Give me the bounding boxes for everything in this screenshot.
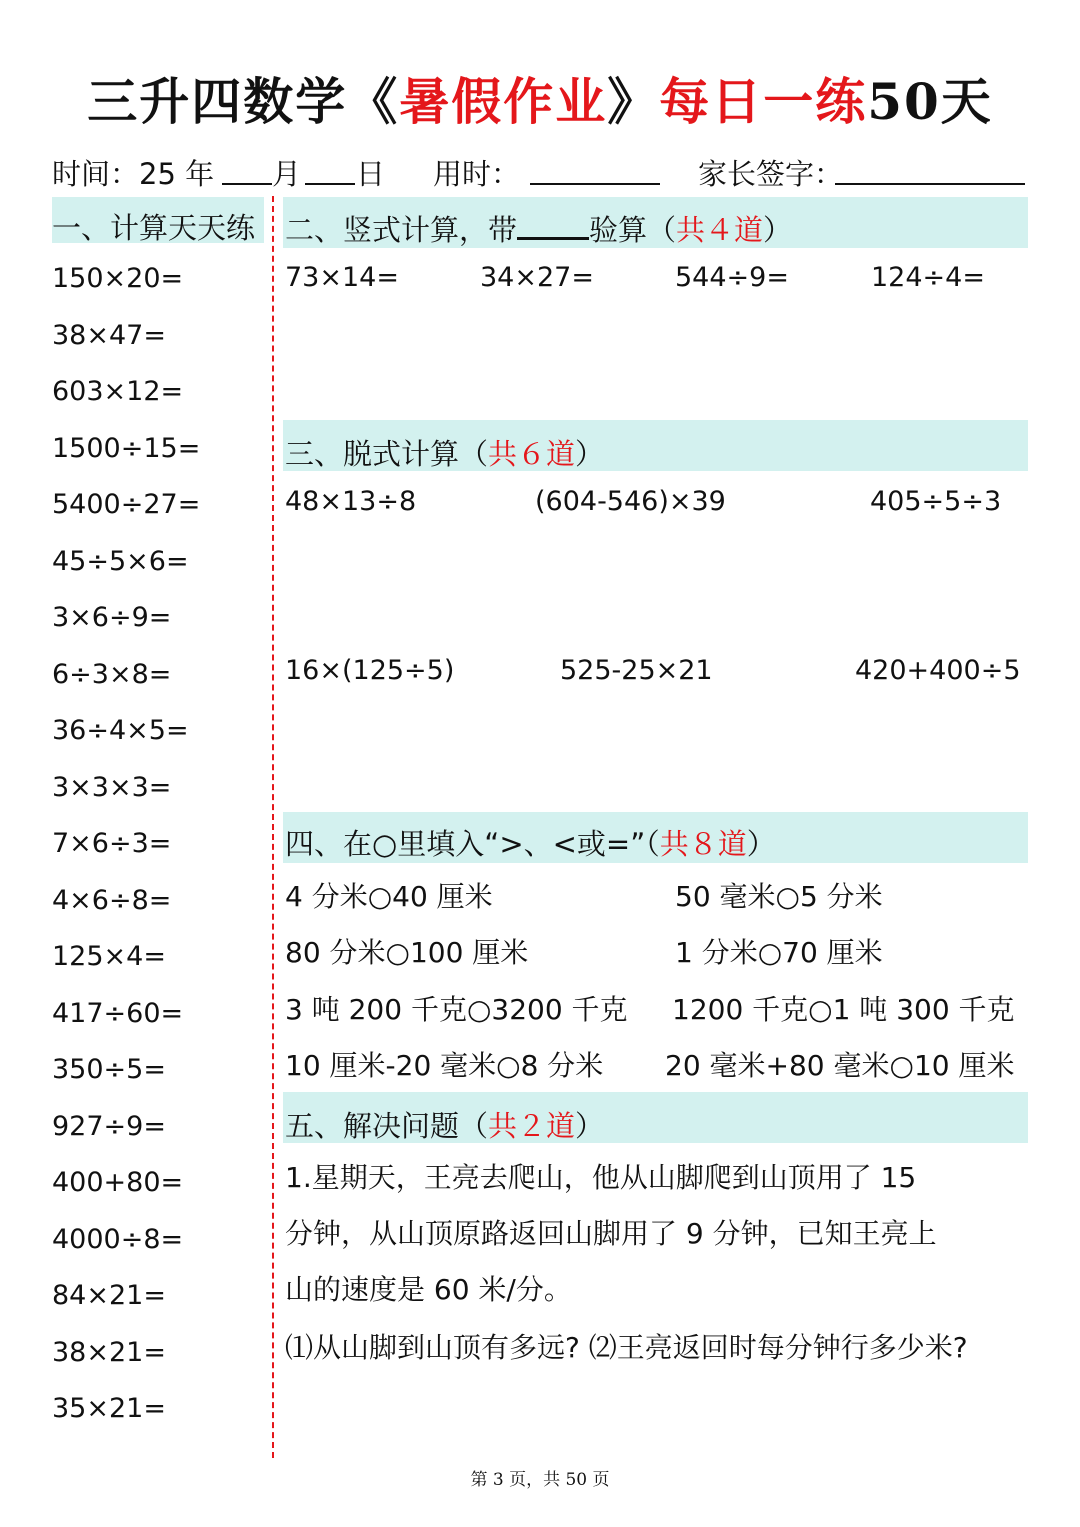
time-used-blank[interactable] xyxy=(530,183,660,185)
day-label: 日 xyxy=(356,157,386,191)
mental-calc-item: 3×6÷9= xyxy=(52,602,172,633)
compare-item: 50 毫米○5 分米 xyxy=(675,880,883,913)
section3-title: 三、脱式计算（共６道） xyxy=(285,437,605,471)
mental-calc-item: 6÷3×8= xyxy=(52,658,172,690)
mental-calc-item: 417÷60= xyxy=(52,997,184,1029)
mental-calc-item: 927÷9= xyxy=(52,1110,166,1142)
day-blank[interactable] xyxy=(305,183,355,185)
vertical-calc-item: 73×14= xyxy=(285,262,399,293)
section4-title: 四、在○里填入“>、<或=”（共８道） xyxy=(285,827,776,861)
compare-item: 10 厘米-20 毫米○8 分米 xyxy=(285,1049,604,1082)
compare-item: 20 毫米+80 毫米○10 厘米 xyxy=(665,1049,1015,1082)
column-divider xyxy=(272,196,274,1458)
step-calc-item: 420+400÷5 xyxy=(855,655,1021,686)
step-calc-item: 16×(125÷5) xyxy=(285,655,455,686)
mental-calc-item: 36÷4×5= xyxy=(52,715,189,746)
mental-calc-item: 400+80= xyxy=(52,1167,184,1198)
mental-calc-item: 4000÷8= xyxy=(52,1223,184,1255)
mental-calc-item: 7×6÷3= xyxy=(52,828,172,859)
mental-calc-item: 4×6÷8= xyxy=(52,884,172,916)
problem-text: 山的速度是 60 米/分。 xyxy=(285,1273,572,1306)
mental-calc-item: 350÷5= xyxy=(52,1054,166,1085)
compare-item: 80 分米○100 厘米 xyxy=(285,936,529,969)
mental-calc-item: 38×21= xyxy=(52,1336,166,1368)
vertical-calc-item: 34×27= xyxy=(480,262,594,293)
section2-title: 二、竖式计算，带 验算（共４道） xyxy=(285,213,793,247)
mental-calc-item: 150×20= xyxy=(52,263,184,294)
vertical-calc-item: 124÷4= xyxy=(871,262,985,293)
parent-sign-blank[interactable] xyxy=(835,183,1025,185)
step-calc-item: 48×13÷8 xyxy=(285,486,417,517)
problem-questions: ⑴从山脚到山顶有多远? ⑵王亮返回时每分钟行多少米? xyxy=(285,1331,968,1364)
mental-calc-item: 125×4= xyxy=(52,941,166,972)
month-blank[interactable] xyxy=(222,183,272,185)
time-used-label: 用时： xyxy=(433,157,521,191)
mental-calc-item: 3×3×3= xyxy=(52,771,172,803)
problem-text: 1.星期天，王亮去爬山，他从山脚爬到山顶用了 15 xyxy=(285,1161,917,1194)
compare-item: 4 分米○40 厘米 xyxy=(285,880,493,913)
compare-item: 3 吨 200 千克○3200 千克 xyxy=(285,993,628,1026)
mental-calc-item: 603×12= xyxy=(52,376,184,407)
page-title: 三升四数学《暑假作业》每日一练50天 xyxy=(87,72,993,131)
compare-item: 1 分米○70 厘米 xyxy=(675,936,883,969)
step-calc-item: 525-25×21 xyxy=(560,655,713,686)
compare-item: 1200 千克○1 吨 300 千克 xyxy=(672,993,1015,1026)
page-number: 第 3 页，共 50 页 xyxy=(470,1470,610,1490)
section5-title: 五、解决问题（共２道） xyxy=(285,1109,605,1143)
parent-sign-label: 家长签字： xyxy=(698,157,844,191)
step-calc-item: (604-546)×39 xyxy=(535,486,726,517)
mental-calc-item: 1500÷15= xyxy=(52,432,201,464)
mental-calc-item: 38×47= xyxy=(52,319,166,351)
vertical-calc-item: 544÷9= xyxy=(675,262,789,293)
mental-calc-item: 35×21= xyxy=(52,1393,166,1424)
month-label: 月 xyxy=(272,157,302,191)
section1-title: 一、计算天天练 xyxy=(52,211,256,245)
problem-text: 分钟，从山顶原路返回山脚用了 9 分钟，已知王亮上 xyxy=(285,1217,937,1250)
mental-calc-item: 45÷5×6= xyxy=(52,545,189,577)
mental-calc-item: 5400÷27= xyxy=(52,489,201,520)
mental-calc-item: 84×21= xyxy=(52,1280,166,1311)
step-calc-item: 405÷5÷3 xyxy=(870,486,1002,517)
date-label: 时间：25 年 xyxy=(52,157,215,191)
